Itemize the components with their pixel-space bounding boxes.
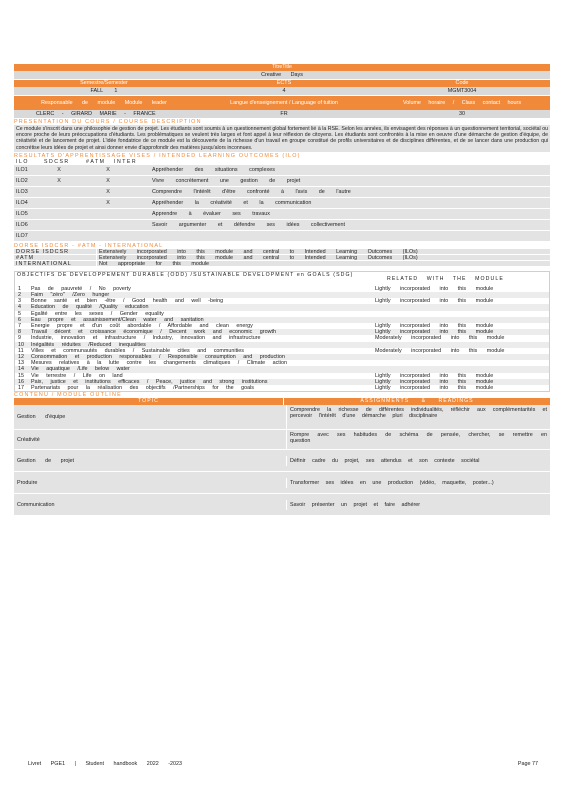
sdg-goal: Industrie, innovation et infrastructure / Industry, innovation and infrastructure bbox=[31, 335, 261, 342]
sdg-table bbox=[14, 271, 550, 392]
ilo-id: ILO7 bbox=[16, 232, 28, 239]
sdg-goal: Pas de pauvreté / No poverty bbox=[31, 285, 131, 292]
sdg-goal: Bonne santé et bien -être / Good health and well -being bbox=[31, 298, 224, 305]
dorse-key: DORSE ISDCSR bbox=[16, 248, 70, 255]
dorse-value: Extensively incorporated into this module and central to Intended Learning Outcomes (ILOs) bbox=[96, 249, 550, 254]
sdg-relation: Lightly incorporated into this module bbox=[375, 329, 494, 336]
ilo-text: Appréhender la créativité et la communication bbox=[152, 199, 312, 206]
ilo-sdcsr bbox=[44, 220, 74, 230]
ilo-row bbox=[14, 220, 550, 231]
sdg-relation: Lightly incorporated into this module bbox=[375, 323, 494, 330]
contenu-topic: Gestion d'équipe bbox=[17, 414, 66, 421]
sdg-number: 17 bbox=[18, 385, 24, 392]
contenu-row bbox=[14, 430, 550, 450]
contenu-text: Comprendre la richesse de différentes individualités, réfléchir aux complémentarités et percevoir l'intérêt d'une démarche pluri disciplinaire bbox=[286, 405, 550, 429]
ilo-text bbox=[142, 231, 550, 241]
presentation-block bbox=[14, 125, 550, 152]
title-value-row bbox=[14, 71, 550, 80]
semester-ects-code-header bbox=[14, 80, 550, 87]
contenu-header bbox=[14, 398, 550, 405]
contenu-table bbox=[14, 405, 550, 516]
ilo-row bbox=[14, 198, 550, 209]
assignments-label: ASSIGNMENTS & READINGS bbox=[360, 398, 474, 405]
ilo-head-sdcsr: SDCSR bbox=[44, 158, 70, 165]
ilo-row bbox=[14, 176, 550, 187]
ilo-id: ILO3 bbox=[16, 188, 28, 195]
ects-value: 4 bbox=[282, 88, 286, 94]
sdg-goal: Energie propre et d'un coût abordable / Affordable and clean energy bbox=[31, 323, 253, 330]
contenu-title: CONTENU / MODULE OUTLINE bbox=[14, 392, 122, 399]
contenu-text: Rompre avec ses habitudes de schéma de pensée, chercher, se remettre en question bbox=[286, 430, 550, 449]
sdg-relation: Moderately incorporated into this module bbox=[375, 335, 505, 342]
sdg-title: OBJECTIFS DE DEVELOPPEMENT DURABLE (ODD) /SUSTAINABLE DEVELOPMENT en GOALS (SDG) bbox=[17, 271, 354, 278]
sdg-goal: Eau propre et assainissement/Clean water and sanitation bbox=[31, 316, 204, 323]
ilo-row bbox=[14, 187, 550, 198]
contenu-text: Transformer ses idées en une production (vidéo, maquette, poster...) bbox=[286, 478, 550, 488]
contenu-row bbox=[14, 494, 550, 516]
footer-page: Page 77 bbox=[517, 761, 538, 767]
ilo-atm: X bbox=[106, 166, 110, 173]
ilo-head-ilo: ILO bbox=[16, 158, 29, 165]
contenu-text: Définir cadre du projet, ses attendus et son contexte sociétal bbox=[286, 456, 550, 466]
sdg-number: 5 bbox=[18, 310, 21, 317]
sdg-goal: Villes et communautés durables / Sustainable cities and communities bbox=[31, 347, 244, 354]
ilo-atm bbox=[74, 220, 142, 230]
responsible-header bbox=[14, 96, 550, 110]
sdg-goal: Consommation et production responsables / Responsible consumption and production bbox=[31, 354, 285, 361]
ilo-id: ILO5 bbox=[16, 210, 28, 217]
sdg-number: 7 bbox=[18, 323, 21, 330]
sdg-number: 14 bbox=[18, 366, 24, 373]
contenu-topic: Communication bbox=[17, 501, 55, 508]
ilo-atm: X bbox=[106, 199, 110, 206]
ilo-id: ILO4 bbox=[16, 199, 28, 206]
contenu-topic: Créativité bbox=[17, 436, 40, 443]
sdg-goal: Travail décent et croissance économique / Decent work and economic growth bbox=[31, 329, 276, 336]
ilo-table bbox=[14, 165, 550, 242]
dorse-key: INTERNATIONAL bbox=[16, 260, 72, 267]
ilo-atm bbox=[74, 209, 142, 219]
sdg-number: 2 bbox=[18, 292, 21, 299]
sdg-number: 10 bbox=[18, 341, 24, 348]
code-value: MGMT3004 bbox=[447, 88, 477, 94]
sdg-number: 16 bbox=[18, 378, 24, 385]
sdg-rows bbox=[15, 286, 549, 391]
presentation-text: Ce module s'inscrit dans une philosophie de gestion de projet. Les étudiants sont soumis à un questionnement global fortement lié à la RSE. Selon les années, ils envisagent des réponses à un questionnement territorial, sociétal ou encore proche de leurs préoccupations d'étudiants. Les problématiques se veulent très larges et font appel à leur réflexion de citoyens. Les étudiants sont confrontés à la mise en oeuvre d'une démarche de gestion d'équipe, de créativité et de lancement de projet. L'idée fondatrice de ce module est la découverte de la richesse d'un travail en groupe constitué de profils universitaires et de disciplines différentes, et de se lancer dans une production qui concrétise leurs idées de projet et ainsi donner envie d'approfondir des matières jusqu'alors inconnues. bbox=[16, 126, 548, 151]
sdg-number: 9 bbox=[18, 335, 21, 342]
sdg-goal: Education de qualité /Quality education bbox=[31, 304, 149, 311]
ilo-text: Vivre concrètement une gestion de projet bbox=[152, 177, 301, 184]
ilo-head-inter: INTER bbox=[114, 158, 138, 165]
presentation-title: PRESENTATION DU COURS / COURSE DESCRIPTION bbox=[14, 119, 202, 125]
contenu-row bbox=[14, 405, 550, 430]
language-value: FR bbox=[280, 111, 288, 117]
ilo-sdcsr bbox=[44, 187, 74, 197]
sdg-number: 1 bbox=[18, 285, 21, 292]
ects-label: ECTS bbox=[276, 80, 292, 86]
sdg-number: 12 bbox=[18, 354, 24, 361]
sdg-number: 13 bbox=[18, 360, 24, 367]
ilo-text: Savoir argumenter et défendre ses idées collectivement bbox=[152, 221, 346, 228]
title-label: TitreTitle bbox=[14, 64, 550, 71]
responsible-value: CLERC - GIRARD MARIE - FRANCE bbox=[36, 111, 156, 117]
dorse-value: Not appropriate for this module bbox=[96, 261, 550, 266]
page-footer bbox=[28, 761, 538, 767]
contenu-topic: Produire bbox=[17, 479, 38, 486]
sdg-number: 6 bbox=[18, 316, 21, 323]
contenu-row bbox=[14, 450, 550, 472]
sdg-goal: Partenariats pour la réalisation des objectifs /Partnerships for the goals bbox=[31, 385, 254, 392]
responsible-label: Responsable de module Module leader bbox=[41, 100, 167, 106]
ilo-head-atm: #ATM bbox=[86, 158, 106, 165]
sdg-relation: Lightly incorporated into this module bbox=[375, 298, 494, 305]
module-sheet bbox=[14, 64, 550, 516]
ilo-sdcsr: X bbox=[57, 177, 61, 184]
sdg-number: 3 bbox=[18, 298, 21, 305]
dorse-row bbox=[14, 261, 550, 267]
ilo-atm bbox=[74, 231, 142, 241]
sdg-number: 4 bbox=[18, 304, 21, 311]
dorse-value: Extensively incorporated into this module and central to Intended Learning Outcomes (ILOs) bbox=[96, 255, 550, 260]
sdg-goal: Vie terrestre / Life on land bbox=[31, 372, 123, 379]
ilo-atm: X bbox=[106, 188, 110, 195]
ilo-text: Apprendre à évaluer ses travaux bbox=[152, 210, 270, 217]
dorse-table bbox=[14, 249, 550, 267]
footer-left: Livret PGE1 | Student handbook 2022 -2023 bbox=[28, 761, 182, 767]
dorse-key: #ATM bbox=[16, 254, 34, 261]
ilo-text: Comprendre l'intérêt d'être confronté à l'avis de l'autre bbox=[152, 188, 351, 195]
topic-label: TOPIC bbox=[14, 398, 284, 405]
dorse-title: DORSE ISDCSR - #ATM - INTERNATIONAL bbox=[14, 242, 164, 249]
sdg-number: 8 bbox=[18, 329, 21, 336]
ilo-sdcsr bbox=[44, 231, 74, 241]
volume-value: 30 bbox=[459, 111, 465, 117]
sdg-goal: Inégalités réduites /Reduced inequalities bbox=[31, 341, 146, 348]
ilo-sdcsr bbox=[44, 198, 74, 208]
sdg-relation: Lightly incorporated into this module bbox=[375, 285, 494, 292]
contenu-topic: Gestion de projet bbox=[17, 457, 75, 464]
volume-label: Volume horaire / Class contact hours bbox=[402, 100, 522, 106]
ilo-sdcsr bbox=[44, 209, 74, 219]
sdg-relation: Moderately incorporated into this module bbox=[375, 347, 505, 354]
sdg-header bbox=[15, 272, 549, 286]
ilo-atm: X bbox=[106, 177, 110, 184]
sdg-relation: Lightly incorporated into this module bbox=[375, 385, 494, 392]
semester-label: Semestre/Semester bbox=[80, 80, 128, 86]
sdg-relation: Lightly incorporated into this module bbox=[375, 378, 494, 385]
ilo-title: RESULTATS D'APPRENTISSAGE VISES / INTENDED LEARNING OUTCOMES (ILO) bbox=[14, 152, 301, 159]
sdg-goal: Mesures relatives à la lutte contre les changements climatiques / Climate action bbox=[31, 360, 287, 367]
contenu-row bbox=[14, 472, 550, 494]
sdg-goal: Egalité entre les sexes / Gender equality bbox=[31, 310, 164, 317]
ilo-row bbox=[14, 231, 550, 242]
sdg-relation: Lightly incorporated into this module bbox=[375, 372, 494, 379]
ilo-id: ILO6 bbox=[16, 221, 28, 228]
ilo-text: Appréhender des situations complexes bbox=[152, 166, 275, 173]
sdg-goal: Faim "zéro" /Zero hunger bbox=[31, 292, 110, 299]
code-label: Code bbox=[455, 80, 469, 86]
title-value: Creative Days bbox=[261, 72, 303, 78]
contenu-text: Savoir présenter un projet et faire adhérer bbox=[286, 500, 550, 510]
ilo-sdcsr: X bbox=[57, 166, 61, 173]
semester-ects-code-values bbox=[14, 87, 550, 96]
sdg-related-label: RELATED WITH THE MODULE bbox=[387, 275, 504, 282]
sdg-number: 15 bbox=[18, 372, 24, 379]
sdg-row bbox=[15, 385, 549, 391]
sdg-goal: Paix, justice et institutions efficaces / Peace, justice and strong institutions bbox=[31, 378, 268, 385]
language-label: Langue d'enseignement / Language of tuition bbox=[230, 100, 338, 106]
sdg-number: 11 bbox=[18, 347, 24, 354]
ilo-row bbox=[14, 165, 550, 176]
ilo-id: ILO1 bbox=[16, 166, 28, 173]
semester-value: FALL 1 bbox=[90, 88, 118, 94]
responsible-values bbox=[14, 110, 550, 119]
sdg-goal: Vie aquatique /Life below water bbox=[31, 366, 130, 373]
ilo-row bbox=[14, 209, 550, 220]
ilo-id: ILO2 bbox=[16, 177, 28, 184]
